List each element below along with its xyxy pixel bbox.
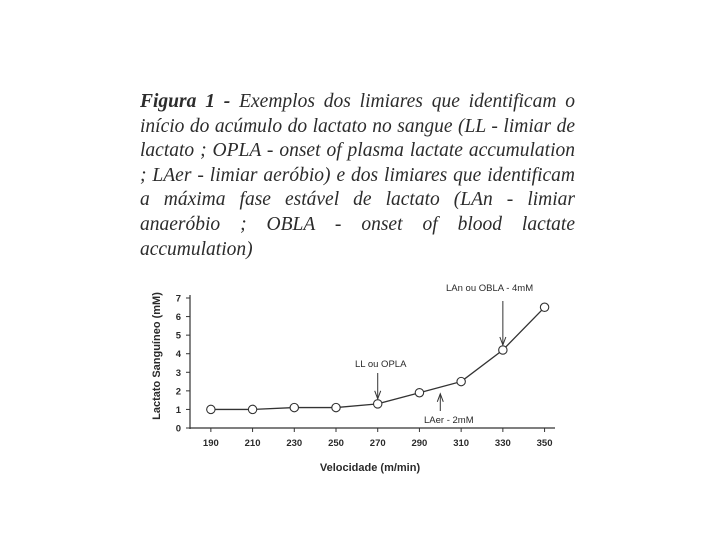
- y-tick-label: 2: [175, 386, 181, 398]
- x-tick-label: 330: [494, 438, 511, 449]
- annotation-laer: LAer - 2mM: [424, 415, 474, 426]
- y-axis-title: Lactato Sanguíneo (mM): [151, 292, 163, 420]
- data-point: [499, 346, 507, 354]
- data-point: [415, 389, 423, 397]
- x-tick-label: 190: [202, 438, 219, 449]
- x-tick-label: 350: [536, 438, 553, 449]
- x-tick-label: 290: [411, 438, 428, 449]
- y-tick-label: 3: [175, 367, 181, 379]
- x-tick-label: 250: [328, 438, 344, 449]
- annotation-ll-opla: LL ou OPLA: [355, 359, 407, 370]
- y-tick-label: 7: [175, 293, 181, 305]
- data-point: [540, 303, 548, 311]
- y-tick-label: 6: [175, 312, 181, 324]
- data-point: [332, 403, 340, 411]
- y-tick-label: 5: [175, 330, 181, 342]
- data-point: [374, 400, 382, 408]
- x-tick-label: 270: [369, 438, 386, 449]
- x-tick-label: 230: [286, 438, 303, 449]
- figure-label: Figura 1 -: [140, 91, 231, 112]
- y-tick-label: 1: [175, 404, 181, 416]
- data-point: [457, 377, 465, 385]
- lactate-chart: [140, 275, 580, 480]
- x-tick-label: 310: [453, 438, 470, 449]
- data-point: [207, 405, 215, 413]
- chart-svg: [140, 275, 580, 480]
- x-axis-title: Velocidade (m/min): [319, 462, 421, 474]
- x-tick-label: 210: [244, 438, 261, 449]
- y-tick-label: 4: [175, 349, 181, 361]
- y-tick-label: 0: [175, 423, 181, 435]
- data-point: [248, 405, 256, 413]
- annotation-lan-obla: LAn ou OBLA - 4mM: [446, 283, 534, 294]
- data-point: [290, 403, 298, 411]
- caption-text: Exemplos dos limiares que identificam o início do acúmulo do lactato no sangue (LL - limiar de lactato ; OPLA - onset of plasma lactate accumulation ; LAer - limiar aeróbio) e dos limiares que identificam a máxima fase estável de lactato (LAn - limiar anaeróbio ; OBLA - onset of blood lactate accumulation): [140, 91, 575, 260]
- figure-caption: [140, 90, 575, 262]
